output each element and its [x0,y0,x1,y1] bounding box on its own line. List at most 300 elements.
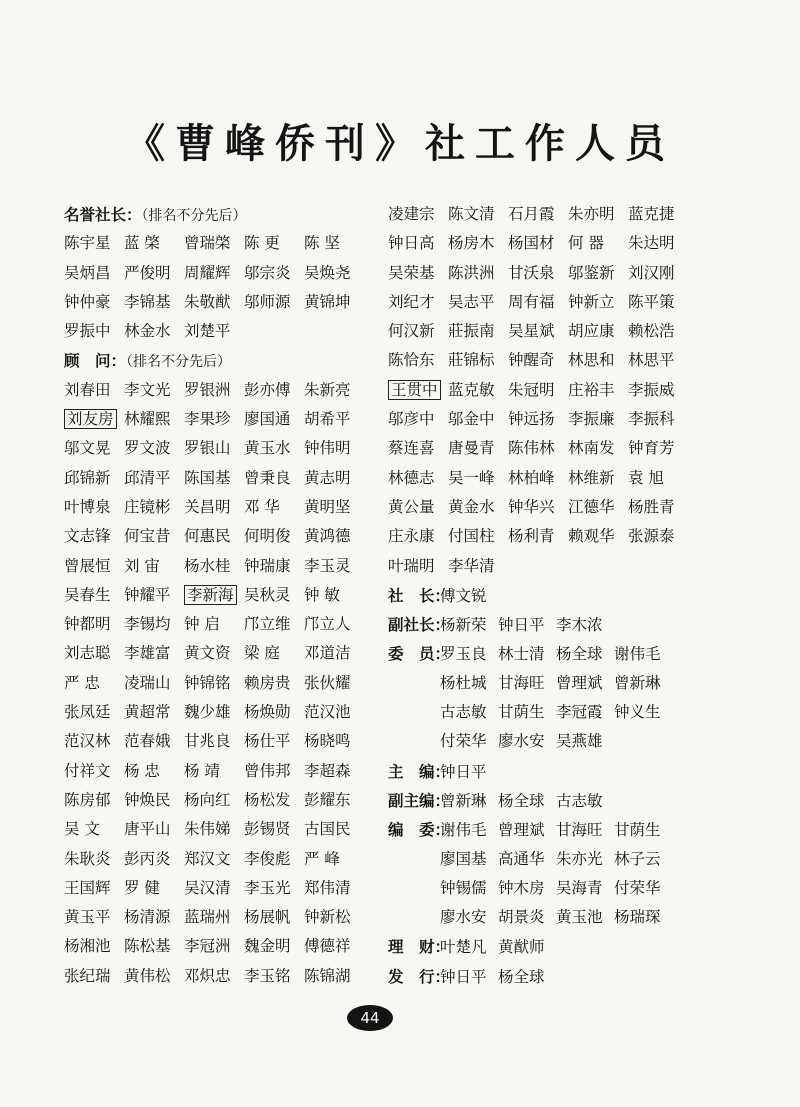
person-name [244,932,304,961]
person-name [124,259,184,288]
person-name-text: 黄文资 [184,644,231,663]
person-name-text: 黄志明 [304,468,351,487]
person-name-text: 曾秉良 [244,468,291,487]
person-name-text: 钟日高 [388,234,435,253]
role-row [388,669,718,698]
name-row [64,317,374,346]
person-name [614,845,672,874]
person-name [124,610,184,639]
person-name-text: 李振威 [628,380,675,399]
person-name-text: 蓝 棨 [124,234,160,253]
person-name [184,376,244,405]
person-name [124,932,184,961]
person-name-text: 罗文波 [124,439,171,458]
person-name-text: 唐曼青 [448,439,495,458]
person-name-text: 杨全球 [498,791,545,810]
person-name-text: 杨国材 [508,234,555,253]
person-name [244,815,304,844]
person-name-text: 彭耀东 [304,790,351,809]
person-name-text: 钟伟明 [304,439,351,458]
person-name-text: 庄裕丰 [568,380,615,399]
person-name-text: 赖观华 [568,527,615,546]
person-name-text: 曾新琳 [440,791,487,810]
person-name [568,346,628,375]
person-name [304,786,364,815]
person-name [448,346,508,375]
person-name-text: 何汉新 [388,322,435,341]
person-name [304,727,364,756]
person-name [244,405,304,434]
person-name [628,317,688,346]
person-name-text: 关昌明 [184,497,231,516]
person-name-text: 林思平 [628,351,675,370]
advisor-heading-label: 顾 问： [64,351,127,371]
person-name [556,845,614,874]
name-row [64,932,374,961]
person-name-text: 杨晓鸣 [304,732,351,751]
page-number: 44 [347,1005,393,1031]
person-name [244,434,304,463]
person-name [304,757,364,786]
person-name-text: 钟锡儒 [440,878,487,897]
person-name-text: 邬宗炎 [244,263,291,282]
person-name [448,405,508,434]
person-name [498,698,556,727]
person-name-text: 杨利青 [508,527,555,546]
person-name-text: 李玉铭 [244,966,291,985]
person-name-text: 黄玉池 [556,908,603,927]
person-name-text: 杨全球 [498,967,545,986]
person-name-text: 付荣华 [440,732,487,751]
person-name-text: 吴星斌 [508,322,555,341]
person-name [498,640,556,669]
person-name [64,932,124,961]
person-name-text: 甘海旺 [498,673,545,692]
person-name-text: 黄玉平 [64,908,111,927]
person-name [388,522,448,551]
person-name-text: 李冠霞 [556,703,603,722]
advisor-list-right [388,200,718,581]
person-name [614,640,672,669]
name-row [64,639,374,668]
person-name [304,493,364,522]
person-name-text: 蓝克捷 [628,205,675,223]
person-name [498,874,556,903]
person-name-text: 魏少雄 [184,703,231,722]
person-name-text: 邓炽忠 [184,966,231,985]
role-row [388,581,718,610]
person-name-text: 莊锦标 [448,351,495,370]
person-name-text: 钟锦铭 [184,673,231,692]
person-name [244,698,304,727]
person-name [244,493,304,522]
person-name-text: 彭亦傅 [244,380,291,399]
person-name [304,552,364,581]
person-name-text: 朱冠明 [508,380,555,399]
person-name-text: 叶博泉 [64,497,111,516]
person-name [64,405,124,434]
person-name-text: 曾理斌 [556,673,603,692]
person-name-text: 钟焕民 [124,790,171,809]
person-name-text: 杨杜城 [440,673,487,692]
person-name-text: 莊振南 [448,322,495,341]
role-label: 委 员： [388,644,451,664]
name-row [64,903,374,932]
person-name [64,903,124,932]
person-name [498,903,556,932]
person-name [304,669,364,698]
person-name [244,874,304,903]
person-name-text: 邝立人 [304,615,351,634]
person-name-text: 邓 华 [244,497,280,516]
person-name-text: 陈宇星 [64,234,111,253]
person-name [244,229,304,258]
person-name-text: 古志敏 [556,791,603,810]
person-name-text: 蔡连喜 [388,439,435,458]
person-name-text: 钟远扬 [508,410,555,429]
person-name-text: 邬彦中 [388,410,435,429]
person-name [614,816,672,845]
person-name [184,698,244,727]
person-name [448,288,508,317]
person-name-text: 张源泰 [628,527,675,546]
person-name-text: 陈文清 [448,205,495,223]
person-name [244,962,304,991]
person-name-text: 胡希平 [304,410,351,429]
person-name-text: 何惠民 [184,527,231,546]
person-name [448,317,508,346]
person-name [568,317,628,346]
person-name [628,464,688,493]
name-row [64,259,374,288]
person-name-text: 严 峰 [304,849,340,868]
person-name [614,669,672,698]
person-name [124,434,184,463]
person-name-text: 文志锋 [64,527,111,546]
person-name-text: 杨水桂 [184,556,231,575]
person-name-text: 陈锦湖 [304,966,351,985]
person-name [498,933,556,962]
person-name-text: 钟日平 [440,967,487,986]
person-name-text: 李冠洲 [184,937,231,956]
person-name-text: 付祥文 [64,761,111,780]
name-row [64,464,374,493]
person-name [508,229,568,258]
person-name [508,200,568,229]
person-name-text: 赖房贵 [244,673,291,692]
role-row [388,727,718,756]
person-name-text: 钟育芳 [628,439,675,458]
person-name [440,874,498,903]
person-name-text: 吴志平 [448,292,495,311]
person-name [556,669,614,698]
person-name-text: 李振廉 [568,410,615,429]
person-name-text: 黄公量 [388,497,435,516]
person-name [184,434,244,463]
person-name-text: 李锡均 [124,615,171,634]
person-name [304,610,364,639]
honorary-heading-label: 名誉社长： [64,205,142,224]
person-name [568,288,628,317]
person-name-text: 李新海 [184,585,237,605]
role-label: 副主编： [388,790,451,810]
role-row [388,786,718,815]
person-name [440,727,498,756]
person-name-text: 蓝瑞州 [184,908,231,927]
person-name [568,493,628,522]
person-name [556,698,614,727]
person-name [304,932,364,961]
role-row [388,962,718,991]
person-name [184,610,244,639]
person-name [440,698,498,727]
person-name-text: 甘兆良 [184,732,231,751]
person-name-text: 严 忠 [64,673,100,692]
advisor-list-left [64,376,374,991]
name-row [64,757,374,786]
person-name [124,845,184,874]
person-name-text: 林思和 [568,351,615,370]
person-name [184,932,244,961]
person-name [244,552,304,581]
person-name [124,376,184,405]
person-name [304,464,364,493]
person-name [184,552,244,581]
person-name [388,346,448,375]
person-name-text: 钟醒奇 [508,351,555,370]
person-name-text: 廖水安 [440,908,487,927]
role-row [388,815,718,844]
person-name-text: 陈国基 [184,468,231,487]
person-name [388,405,448,434]
person-name [440,640,498,669]
page-title: 《曹峰侨刊》社工作人员 [125,121,675,167]
person-name-text: 林士清 [498,645,545,664]
person-name-text: 郑伟清 [304,878,351,897]
person-name [440,611,498,640]
person-name-text: 李玉光 [244,878,291,897]
person-name [244,727,304,756]
name-row [388,346,718,375]
person-name [628,493,688,522]
person-name-text: 罗银洲 [184,380,231,399]
name-row [64,522,374,551]
person-name [498,787,556,816]
role-row [388,610,718,639]
person-name [388,493,448,522]
person-name [124,903,184,932]
name-row [64,845,374,874]
person-name-text: 周有福 [508,292,555,311]
role-row [388,639,718,668]
person-name [244,259,304,288]
person-name [184,903,244,932]
person-name [440,758,498,787]
person-name [304,815,364,844]
name-row [388,434,718,463]
person-name-text: 甘沃泉 [508,263,555,282]
person-name-text: 古国民 [304,820,351,839]
person-name [124,962,184,991]
person-name [304,962,364,991]
person-name [184,639,244,668]
person-name-text: 林柏峰 [508,468,555,487]
person-name [184,727,244,756]
advisor-note: （排名不分先后） [126,354,232,371]
person-name [448,376,508,405]
person-name [64,259,124,288]
person-name [64,786,124,815]
person-name [440,816,498,845]
name-row [388,259,718,288]
person-name-text: 杨新荣 [440,616,487,635]
advisor-heading [64,346,374,375]
person-name [304,405,364,434]
name-row [388,288,718,317]
person-name [628,200,688,229]
person-name [556,816,614,845]
person-name [64,317,124,346]
person-name-text: 曾展恒 [64,556,111,575]
person-name [628,346,688,375]
person-name [184,845,244,874]
person-name [498,845,556,874]
person-name-text: 钟 启 [184,615,220,634]
person-name-text: 黄明坚 [304,497,351,516]
person-name-text: 李俊彪 [244,849,291,868]
person-name [124,669,184,698]
person-name [184,874,244,903]
person-name [440,582,498,611]
name-row [388,229,718,258]
person-name [64,815,124,844]
person-name-text: 吴 文 [64,820,100,839]
name-row [64,727,374,756]
right-column [388,200,718,991]
person-name-text: 陈恰东 [388,351,435,370]
person-name [498,816,556,845]
person-name-text: 杨清源 [124,908,171,927]
person-name-text: 李果珍 [184,410,231,429]
person-name [124,405,184,434]
person-name-text: 罗玉良 [440,645,487,664]
person-name [64,727,124,756]
name-row [64,288,374,317]
person-name [184,962,244,991]
person-name [64,874,124,903]
person-name [64,288,124,317]
person-name-text: 吴焕尧 [304,263,351,282]
person-name-text: 林德志 [388,468,435,487]
person-name-text: 朱新亮 [304,380,351,399]
person-name [184,493,244,522]
person-name-text: 林维新 [568,468,615,487]
person-name-text: 钟义生 [614,703,661,722]
person-name [614,698,672,727]
person-name [440,933,498,962]
person-name-text: 李超森 [304,761,351,780]
person-name-text: 杨房木 [448,234,495,253]
person-name-text: 吴炳昌 [64,263,111,282]
name-row [64,669,374,698]
name-row [64,376,374,405]
person-name-text: 凌瑞山 [124,673,171,692]
honorary-note: （排名不分先后） [141,208,247,224]
person-name [304,259,364,288]
person-name [440,845,498,874]
person-name-text: 邝立维 [244,615,291,634]
person-name-text: 杨瑞琛 [614,908,661,927]
person-name [64,757,124,786]
person-name [388,288,448,317]
person-name [568,259,628,288]
person-name-text: 袁 旭 [628,468,664,487]
name-row [64,962,374,991]
staff-roles-list [388,581,718,991]
person-name [64,552,124,581]
person-name-text: 高通华 [498,849,545,868]
person-name-text: 刘纪才 [388,292,435,311]
person-name-text: 彭丙炎 [124,849,171,868]
person-name [64,434,124,463]
person-name [628,405,688,434]
role-label: 编 委： [388,820,451,840]
role-label: 发 行： [388,966,451,986]
person-name [388,464,448,493]
person-name [568,522,628,551]
person-name [304,698,364,727]
person-name-text: 邱锦新 [64,468,111,487]
person-name [304,434,364,463]
person-name-text: 吴荣基 [388,263,435,282]
person-name [388,434,448,463]
person-name [628,434,688,463]
name-row [64,552,374,581]
person-name [498,611,556,640]
person-name [508,522,568,551]
person-name-text: 傅德祥 [304,937,351,956]
person-name [304,376,364,405]
person-name-text: 吴一峰 [448,468,495,487]
person-name [448,493,508,522]
person-name [244,845,304,874]
person-name-text: 钟日平 [498,616,545,635]
person-name [440,963,498,992]
person-name-text: 钟新松 [304,908,351,927]
person-name-text: 朱达明 [628,234,675,253]
person-name-text: 李雄富 [124,644,171,663]
person-name-text: 曾理斌 [498,821,545,840]
person-name [388,259,448,288]
person-name-text: 邬金中 [448,410,495,429]
person-name [64,376,124,405]
person-name-text: 张伙耀 [304,673,351,692]
person-name [508,288,568,317]
person-name-text: 庄永康 [388,527,435,546]
person-name-text: 李玉灵 [304,556,351,575]
person-name [64,845,124,874]
person-name [568,464,628,493]
left-column [64,200,374,991]
person-name [508,259,568,288]
name-row [64,610,374,639]
role-row [388,903,718,932]
person-name [64,639,124,668]
person-name [184,229,244,258]
person-name [304,874,364,903]
person-name-text: 廖国通 [244,410,291,429]
person-name-text: 杨胜青 [628,497,675,516]
